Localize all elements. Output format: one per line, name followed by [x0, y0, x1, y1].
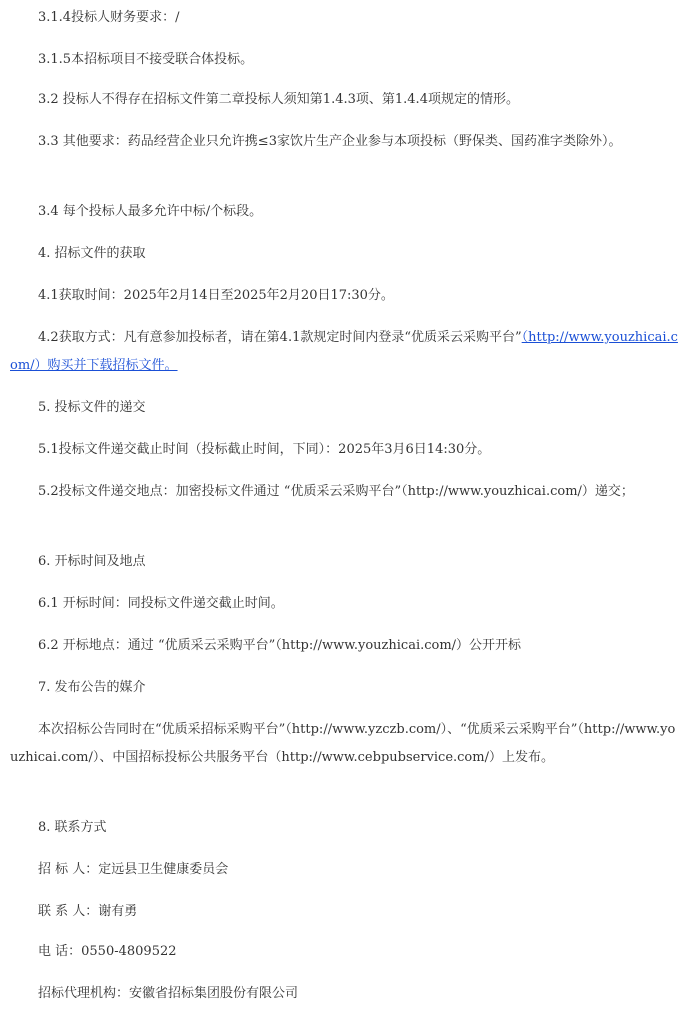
clause-5-1: 5.1投标文件递交截止时间（投标截止时间，下同）：2025年3月6日14:30分。 [38, 442, 491, 457]
clause-3-3: 3.3 其他要求：药品经营企业只允许携≤3家饮片生产企业参与本项投标（野保类、国药准字类除外）。 [38, 134, 622, 149]
purchase-download-link[interactable]: （http://www.youzhicai.com/）购买并下载招标文件。 [10, 330, 678, 373]
clause-3-1-5: 3.1.5本招标项目不接受联合体投标。 [38, 52, 254, 67]
clause-4-1: 4.1获取时间：2025年2月14日至2025年2月20日17:30分。 [38, 288, 394, 303]
clause-4-2-text: 4.2获取方式：凡有意参加投标者，请在第4.1款规定时间内登录“优质采云采购平台” [38, 330, 522, 345]
section-7-heading: 7. 发布公告的媒介 [38, 680, 146, 695]
telephone: 电 话：0550-4809522 [38, 944, 177, 959]
media-paragraph: 本次招标公告同时在“优质采招标采购平台”（http://www.yzczb.com/）、“优质采云采购平台”（http://www.youzhicai.com/）、中国招标投标公共服务平台（http://www.cebpubservice.com/）上发布。 [10, 722, 676, 765]
section-8-heading: 8. 联系方式 [38, 820, 107, 835]
clause-6-2: 6.2 开标地点：通过 “优质采云采购平台”（http://www.youzhicai.com/）公开开标 [38, 638, 522, 653]
clause-3-2: 3.2 投标人不得存在招标文件第二章投标人须知第1.4.3项、第1.4.4项规定的情形。 [38, 92, 519, 107]
agency: 招标代理机构：安徽省招标集团股份有限公司 [38, 986, 299, 1001]
section-5-heading: 5. 投标文件的递交 [38, 400, 146, 415]
tenderer-contact: 招 标 人：定远县卫生健康委员会 [38, 862, 229, 877]
clause-3-1-4: 3.1.4投标人财务要求：/ [38, 10, 180, 25]
section-4-heading: 4. 招标文件的获取 [38, 246, 146, 261]
clause-6-1: 6.1 开标时间：同投标文件递交截止时间。 [38, 596, 284, 611]
clause-4-2 [10, 324, 682, 380]
clause-3-4: 3.4 每个投标人最多允许中标/个标段。 [38, 204, 263, 219]
section-6-heading: 6. 开标时间及地点 [38, 554, 146, 569]
clause-5-2: 5.2投标文件递交地点：加密投标文件通过 “优质采云采购平台”（http://www.youzhicai.com/）递交； [38, 484, 634, 499]
contact-person: 联 系 人：谢有勇 [38, 904, 138, 919]
